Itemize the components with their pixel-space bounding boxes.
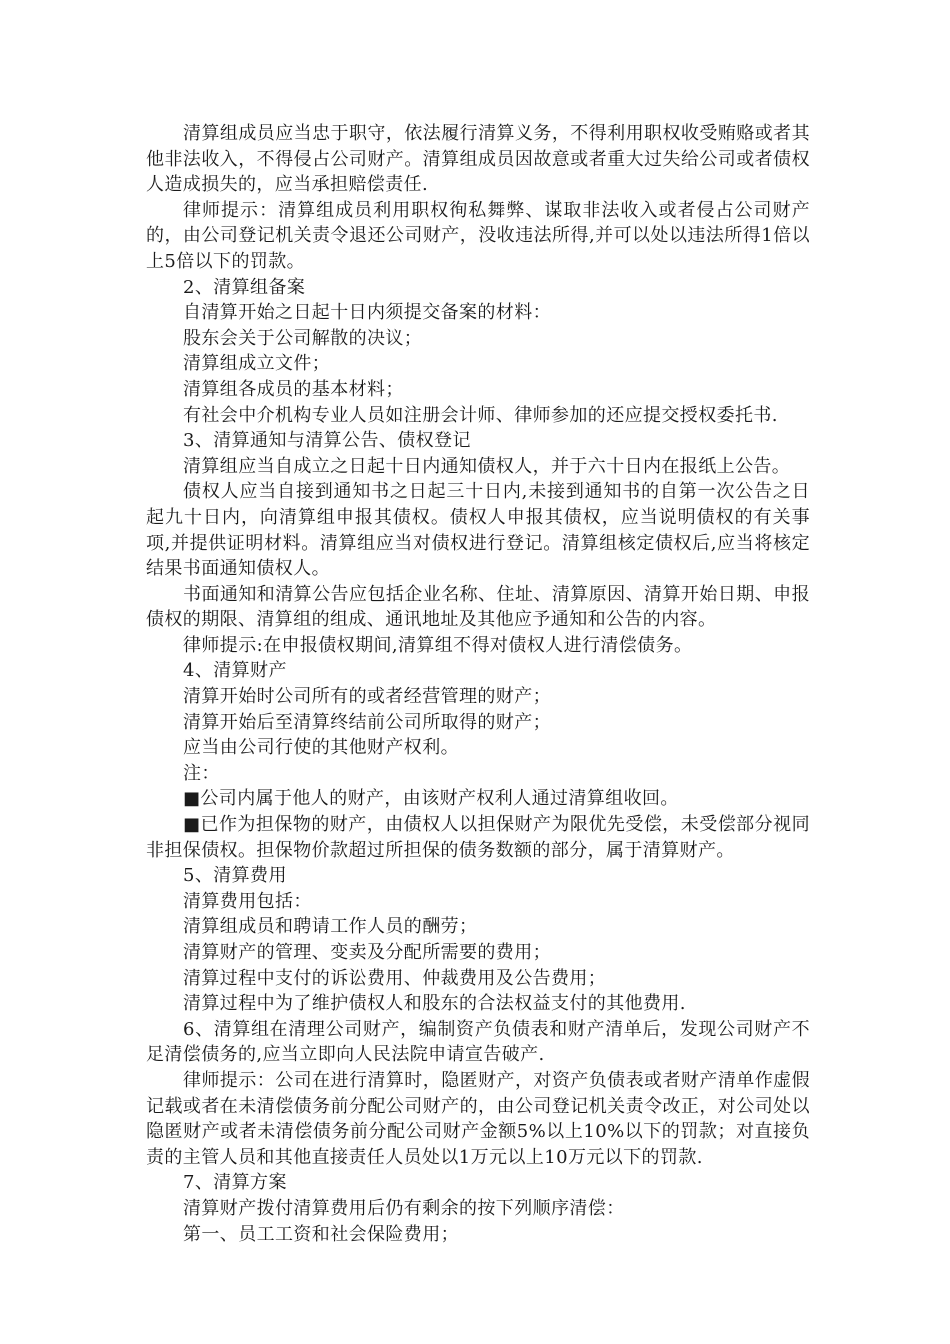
list-item: ■公司内属于他人的财产，由该财产权利人通过清算组收回。 bbox=[183, 788, 679, 810]
section-heading: 3、清算通知与清算公告、债权登记 bbox=[183, 430, 471, 452]
list-item: 清算财产的管理、变卖及分配所需要的费用； bbox=[183, 942, 551, 963]
list-item: ■已作为担保物的财产，由债权人以担保财产为限优先受偿，未受偿部分视同非担保债权。担保物价款超过所担保的债务数额的部分，属于清算财产。 bbox=[146, 814, 810, 861]
section-heading: 2、清算组备案 bbox=[183, 276, 306, 298]
list-item: 清算开始后至清算终结前公司所取得的财产； bbox=[183, 711, 551, 733]
list-item: 清算组各成员的基本材料； bbox=[183, 378, 404, 400]
section-heading: 5、清算费用 bbox=[183, 865, 287, 887]
section-heading: 7、清算方案 bbox=[183, 1172, 287, 1194]
document-body bbox=[146, 121, 810, 1247]
paragraph: 律师提示：清算组成员利用职权徇私舞弊、谋取非法收入或者侵占公司财产的，由公司登记机关责令退还公司财产，没收违法所得,并可以处以违法所得1倍以上5倍以下的罚款。 bbox=[146, 199, 810, 272]
paragraph: 清算费用包括： bbox=[183, 890, 312, 912]
paragraph: 律师提示：公司在进行清算时，隐匿财产，对资产负债表或者财产清单作虚假记载或者在未清偿债务前分配公司财产的，由公司登记机关责令改正，对公司处以隐匿财产或者未清偿债务前分配公司财产金额5%以上10%以下的罚款；对直接负责的主管人员和其他直接责任人员处以1万元以上10万元以下的罚款. bbox=[146, 1069, 810, 1168]
section-heading: 4、清算财产 bbox=[183, 660, 287, 682]
paragraph: 清算组成员应当忠于职守，依法履行清算义务，不得利用职权收受贿赂或者其他非法收入，不得侵占公司财产。清算组成员因故意或者重大过失给公司或者债权人造成损失的，应当承担赔偿责任. bbox=[146, 123, 810, 196]
list-item: 股东会关于公司解散的决议； bbox=[183, 327, 423, 349]
paragraph: 律师提示:在申报债权期间,清算组不得对债权人进行清偿债务。 bbox=[183, 634, 693, 656]
paragraph: 自清算开始之日起十日内须提交备案的材料： bbox=[183, 302, 551, 324]
list-item: 清算组成立文件； bbox=[183, 353, 331, 375]
paragraph: 清算组应当自成立之日起十日内通知债权人，并于六十日内在报纸上公告。 bbox=[183, 455, 791, 477]
list-item: 清算过程中支付的诉讼费用、仲裁费用及公告费用； bbox=[183, 967, 607, 989]
paragraph: 清算财产拨付清算费用后仍有剩余的按下列顺序清偿： bbox=[183, 1197, 625, 1219]
note-label: 注： bbox=[183, 762, 220, 784]
paragraph: 书面通知和清算公告应包括企业名称、住址、清算原因、清算开始日期、申报债权的期限、清算组的组成、通讯地址及其他应予通知和公告的内容。 bbox=[146, 583, 810, 631]
paragraph: 6、清算组在清理公司财产，编制资产负债表和财产清单后，发现公司财产不足清偿债务的,应当立即向人民法院申请宣告破产. bbox=[146, 1018, 810, 1066]
list-item: 清算组成员和聘请工作人员的酬劳； bbox=[183, 916, 478, 938]
list-item: 有社会中介机构专业人员如注册会计师、律师参加的还应提交授权委托书. bbox=[183, 404, 778, 426]
list-item: 第一、员工工资和社会保险费用； bbox=[183, 1223, 459, 1245]
list-item: 应当由公司行使的其他财产权利。 bbox=[183, 737, 459, 759]
paragraph: 债权人应当自接到通知书之日起三十日内,未接到通知书的自第一次公告之日起九十日内，向清算组申报其债权。债权人申报其债权，应当说明债权的有关事项,并提供证明材料。清算组应当对债权进行登记。清算组核定债权后,应当将核定结果书面通知债权人。 bbox=[146, 481, 810, 580]
list-item: 清算开始时公司所有的或者经营管理的财产； bbox=[183, 686, 551, 708]
list-item: 清算过程中为了维护债权人和股东的合法权益支付的其他费用. bbox=[183, 993, 686, 1015]
